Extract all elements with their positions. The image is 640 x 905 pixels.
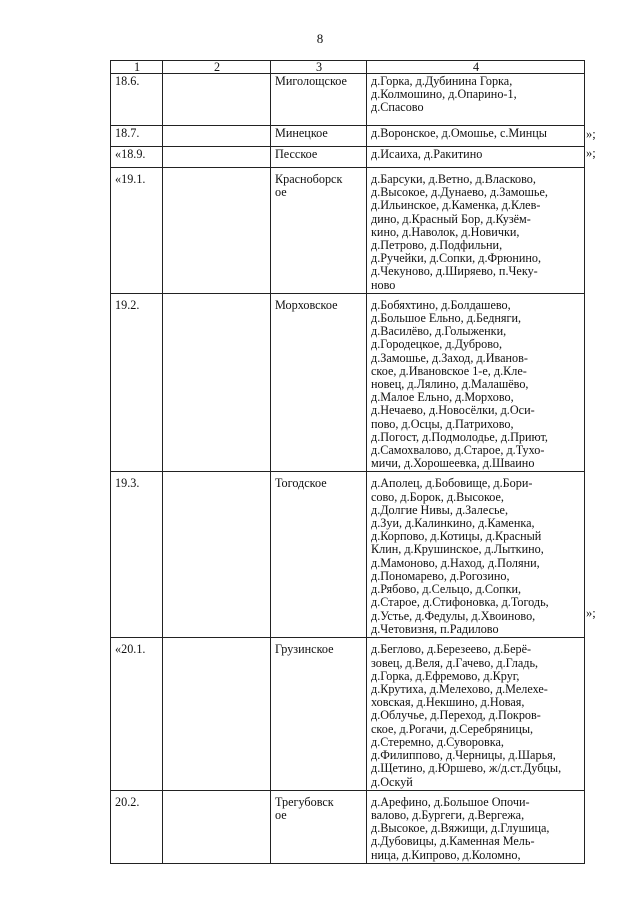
settlement-name bbox=[271, 790, 367, 863]
places-list: д.Горка, д.Дубинина Горка, д.Колмошино, д.Опарино-1, д.Спасово bbox=[367, 74, 585, 126]
closing-quote-mark: »; bbox=[586, 127, 596, 141]
places-list: д.Воронское, д.Омошье, с.Минцы bbox=[367, 126, 585, 147]
row-col-2 bbox=[163, 790, 271, 863]
row-number: 20.2. bbox=[111, 790, 163, 863]
page-number: 8 bbox=[316, 31, 324, 46]
table-row bbox=[111, 74, 585, 126]
header-col-2: 2 bbox=[163, 61, 271, 74]
places-list: д.Бобяхтино, д.Болдашево, д.Большое Ельно, д.Бедняги, д.Василёво, д.Голыженки, д.Городецкое, д.Дуброво, д.Замошье, д.Заход, д.Иванов- ское, д.Ивановское 1-е, д.Кле- новец, д.Лялино, д.Малашёво, д.Малое Ельно, д.Морхово, д.Нечаево, д.Новосёлки, д.Оси- пово, д.Осцы, д.Патрихово, д.Погост, д.Подмолодье, д.Приют, д.Самохвалово, д.Старое, д.Тухо- мичи, д.Хорошеевка, д.Шваино bbox=[367, 293, 585, 472]
row-col-2 bbox=[163, 126, 271, 147]
settlement-name: Минецкое bbox=[271, 126, 367, 147]
settlement-name: Морховское bbox=[271, 293, 367, 472]
settlement-name: Миголощское bbox=[271, 74, 367, 126]
row-number: «19.1. bbox=[111, 168, 163, 294]
settlement-name-text: Красноборское bbox=[275, 172, 343, 200]
closing-quote-mark: »; bbox=[586, 146, 596, 160]
places-list: д.Исаиха, д.Ракитино bbox=[367, 147, 585, 168]
table-row bbox=[111, 472, 585, 638]
settlements-table bbox=[110, 60, 585, 864]
row-col-2 bbox=[163, 293, 271, 472]
table-row bbox=[111, 168, 585, 294]
header-col-3: 3 bbox=[271, 61, 367, 74]
row-number: 18.7. bbox=[111, 126, 163, 147]
settlement-name: Песское bbox=[271, 147, 367, 168]
row-col-2 bbox=[163, 168, 271, 294]
table-header-row bbox=[111, 61, 585, 74]
row-col-2 bbox=[163, 74, 271, 126]
row-number: 19.2. bbox=[111, 293, 163, 472]
closing-quote-mark: »; bbox=[586, 606, 596, 620]
table-row bbox=[111, 147, 585, 168]
header-col-1: 1 bbox=[111, 61, 163, 74]
header-col-4: 4 bbox=[367, 61, 585, 74]
row-col-2 bbox=[163, 147, 271, 168]
places-list: д.Беглово, д.Березеево, д.Берё- зовец, д.Веля, д.Гачево, д.Гладь, д.Горка, д.Ефремово, д.Круг, д.Крутиха, д.Мелехово, д.Мелехе- ховская, д.Некшино, д.Новая, д.Облучье, д.Переход, д.Покров- ское, д.Рогачи, д.Серебряницы, д.Стеремно, д.Суворовка, д.Филиппово, д.Черницы, д.Шарья, д.Щетино, д.Юршево, ж/д.ст.Дубцы, д.Оскуй bbox=[367, 638, 585, 790]
places-list: д.Барсуки, д.Ветно, д.Власково, д.Высокое, д.Дунаево, д.Замошье, д.Ильинское, д.Каменка, д.Клев- дино, д.Красный Бор, д.Кузём- кино, д.Наволок, д.Новички, д.Петрово, д.Подфильни, д.Ручейки, д.Сопки, д.Фрюнино, д.Чекуново, д.Ширяево, п.Чеку- ново bbox=[367, 168, 585, 294]
table-row bbox=[111, 638, 585, 790]
table-row bbox=[111, 293, 585, 472]
places-list: д.Аполец, д.Бобовище, д.Бори- сово, д.Борок, д.Высокое, д.Долгие Нивы, д.Залесье, д.Зуи, д.Калинкино, д.Каменка, д.Корпово, д.Котицы, д.Красный Клин, д.Крушинское, д.Лыткино, д.Мамоново, д.Наход, д.Поляни, д.Пономарево, д.Рогозино, д.Рябово, д.Сельцо, д.Сопки, д.Старое, д.Стифоновка, д.Тогодь, д.Устье, д.Федулы, д.Хвоиново, д.Четовизня, п.Радилово bbox=[367, 472, 585, 638]
table-row bbox=[111, 126, 585, 147]
places-list: д.Арефино, д.Большое Опочи- валово, д.Бургеги, д.Вергежа, д.Высокое, д.Вяжищи, д.Глушица, д.Дубовицы, д.Каменная Мель- ница, д.Кипрово, д.Коломно, bbox=[367, 790, 585, 863]
row-number: «20.1. bbox=[111, 638, 163, 790]
settlement-name bbox=[271, 168, 367, 294]
settlement-name: Тогодское bbox=[271, 472, 367, 638]
row-number: «18.9. bbox=[111, 147, 163, 168]
settlement-name-text: Трегубовское bbox=[275, 794, 334, 822]
row-col-2 bbox=[163, 638, 271, 790]
row-number: 19.3. bbox=[111, 472, 163, 638]
settlement-name: Грузинское bbox=[271, 638, 367, 790]
table-row bbox=[111, 790, 585, 863]
row-number: 18.6. bbox=[111, 74, 163, 126]
row-col-2 bbox=[163, 472, 271, 638]
